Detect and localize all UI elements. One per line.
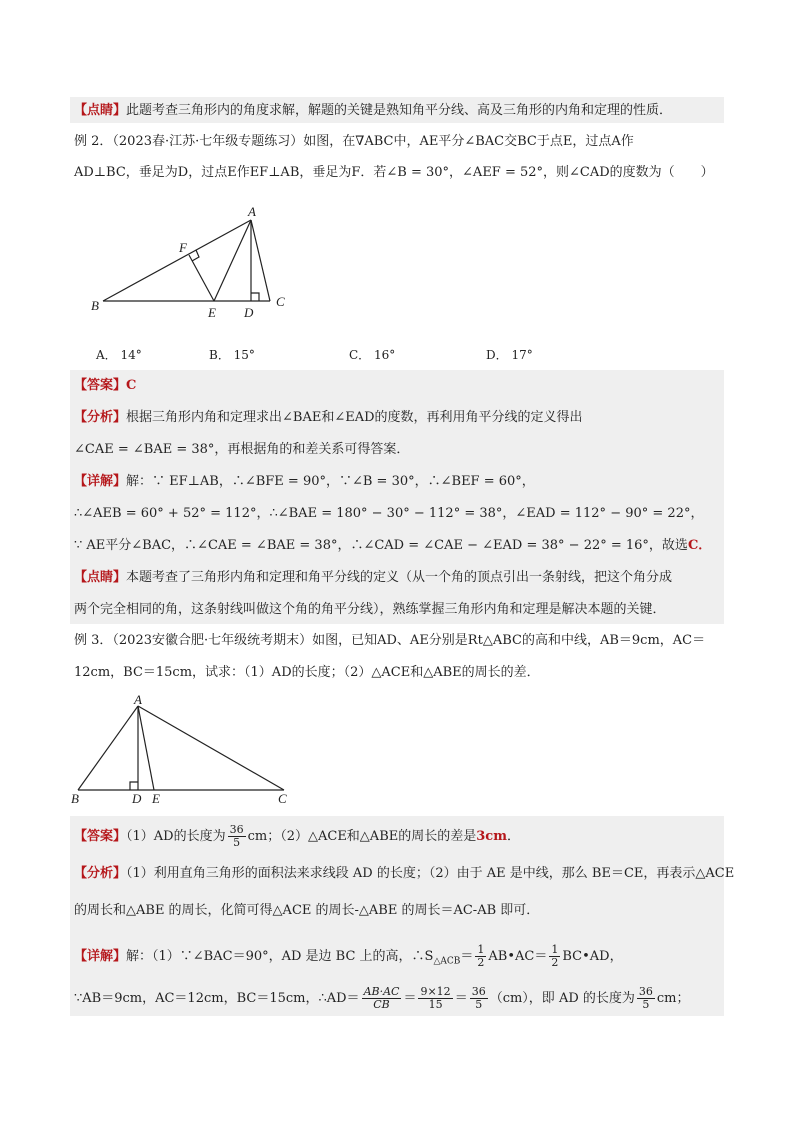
text: 根据三角形内角和定理求出∠BAE和∠EAD的度数，再利用角平分线的定义得出 xyxy=(126,410,583,425)
right-angle-d xyxy=(251,293,259,301)
ex3-detail-line2 xyxy=(74,986,690,1011)
value: 14° xyxy=(120,348,142,362)
segment-ae xyxy=(214,220,251,301)
key: B． xyxy=(209,348,230,362)
numerator: 36 xyxy=(638,985,653,998)
ex2-figure xyxy=(88,200,298,325)
dianjing1 xyxy=(74,102,672,120)
equals: ＝ xyxy=(454,991,468,1006)
ex2-analysis-line1 xyxy=(74,409,583,427)
label-e: E xyxy=(152,791,160,806)
text: 本题考查了三角形内角和定理和角平分线的定义（从一个角的顶点引出一条射线，把这个角分成 xyxy=(126,570,673,585)
fraction-3 xyxy=(470,986,488,1011)
denominator: 5 xyxy=(475,998,483,1011)
numerator: AB·AC xyxy=(363,985,400,998)
option-c[interactable] xyxy=(349,346,395,363)
choice: C． xyxy=(687,538,712,553)
text-c: AB•AC＝ xyxy=(488,949,548,964)
key: A． xyxy=(96,348,117,362)
side-ac xyxy=(138,706,284,790)
label-b: B xyxy=(91,298,99,313)
half-fraction xyxy=(549,944,560,969)
text: 解：∵ EF⊥AB，∴∠BFE = 90°，∵∠B = 30°，∴∠BEF = 60°， xyxy=(126,474,535,489)
side-ac xyxy=(251,220,270,301)
ex2-dianjing-line2: 两个完全相同的角，这条射线叫做这个角的角平分线），熟练掌握三角形内角和定理是解决本题的关键． xyxy=(74,602,666,617)
ex3-detail-line1 xyxy=(74,944,623,971)
value: 15° xyxy=(233,348,255,362)
option-d[interactable] xyxy=(486,346,533,363)
denominator: 2 xyxy=(551,956,559,969)
tag: 【详解】 xyxy=(74,949,127,964)
ex2-dianjing-line1 xyxy=(74,569,672,587)
ex3-analysis-line1 xyxy=(74,865,734,883)
tag: 【详解】 xyxy=(74,474,127,489)
ex2-detail-line3 xyxy=(74,537,711,555)
label-b: B xyxy=(71,791,79,806)
half-fraction xyxy=(475,944,486,969)
denominator: 5 xyxy=(642,998,650,1011)
denominator: 2 xyxy=(477,956,485,969)
key: D． xyxy=(486,348,508,362)
tag: 【答案】 xyxy=(74,829,127,844)
text: 此题考查三角形内的角度求解，解题的关键是熟知角平分线、高及三角形的内角和定理的性质． xyxy=(126,103,673,118)
label-d: D xyxy=(132,791,142,806)
side-ab xyxy=(78,706,138,790)
ex2-question-line1: 例 2．（2023春·江苏·七年级专题练习）如图，在∇ABC中，AE平分∠BAC交BC于点E，过点A作 xyxy=(74,134,634,149)
text-c: cm； xyxy=(656,991,690,1006)
segment-ef xyxy=(189,255,214,301)
ex3-answer xyxy=(74,824,520,849)
ex3-question-line1: 例 3．（2023安徽合肥·七年级统考期末）如图，已知AD、AE分别是Rt△ABC的高和中线，AB＝9cm，AC＝ xyxy=(74,633,706,648)
right-angle-d xyxy=(130,782,138,790)
text-b: （cm），即 AD 的长度为 xyxy=(489,991,635,1006)
tag: 【分析】 xyxy=(74,410,127,425)
numerator: 9×12 xyxy=(420,985,451,998)
text-d: BC•AD， xyxy=(562,949,623,964)
text-b: cm；（2）△ACE和△ABE的周长的差是 xyxy=(247,829,477,844)
key: C． xyxy=(349,348,371,362)
label-a: A xyxy=(248,204,256,219)
ex3-analysis-line2: 的周长和△ABE 的周长，化简可得△ACE 的周长-△ABE 的周长＝AC-AB 即可． xyxy=(74,903,540,918)
value: 16° xyxy=(374,348,396,362)
ex2-answer xyxy=(74,377,136,395)
denominator: 5 xyxy=(233,836,241,849)
label-c: C xyxy=(276,294,285,309)
denominator: CB xyxy=(373,998,390,1011)
label-a: A xyxy=(134,692,142,707)
label-d: D xyxy=(244,305,254,320)
option-a[interactable] xyxy=(96,346,142,363)
subscript: △ACB xyxy=(433,956,461,967)
fraction xyxy=(228,824,246,849)
ex3-question-line2: 12cm，BC＝15cm，试求：（1）AD的长度；（2）△ACE和△ABE的周长的差． xyxy=(74,665,540,680)
text-end: ． xyxy=(506,829,520,844)
answer-value: 3cm xyxy=(476,829,507,844)
value: 17° xyxy=(511,348,533,362)
tag: 【分析】 xyxy=(74,866,127,881)
text: （1）利用直角三角形的面积法来求线段 AD 的长度；（2）由于 AE 是中线，那么 BE＝CE，再表示△ACE xyxy=(126,866,735,881)
tag: 【答案】 xyxy=(74,378,127,393)
ex2-detail-line1 xyxy=(74,473,535,491)
answer-value: C xyxy=(126,378,137,393)
text-a: 解：（1）∵∠BAC＝90°，AD 是边 BC 上的高，∴S xyxy=(126,949,434,964)
tag: 【点睛】 xyxy=(74,103,127,118)
label-c: C xyxy=(278,791,287,806)
text: ∵ AE平分∠BAC，∴∠CAE = ∠BAE = 38°，∴∠CAD = ∠CAE − ∠EAD = 38° − 22° = 16°，故选 xyxy=(74,538,688,553)
text-a: ∵AB＝9cm，AC＝12cm，BC＝15cm，∴AD＝ xyxy=(74,991,360,1006)
side-ab xyxy=(103,220,251,301)
ex3-figure xyxy=(66,692,301,810)
numerator: 36 xyxy=(229,823,244,836)
denominator: 15 xyxy=(428,998,443,1011)
label-f: F xyxy=(179,240,187,255)
label-e: E xyxy=(208,305,216,320)
option-b[interactable] xyxy=(209,346,255,363)
tag: 【点睛】 xyxy=(74,570,127,585)
segment-ae xyxy=(138,706,154,790)
ex2-question-line2: AD⊥BC，垂足为D，过点E作EF⊥AB，垂足为F．若∠B = 30°，∠AEF = 52°，则∠CAD的度数为（ ） xyxy=(74,165,714,180)
fraction-4 xyxy=(637,986,655,1011)
equals: ＝ xyxy=(460,949,474,964)
fraction-2 xyxy=(418,986,452,1011)
ex2-detail-line2: ∴∠AEB = 60° + 52° = 112°，∴∠BAE = 180° − 30° − 112° = 38°，∠EAD = 112° − 90° = 22°， xyxy=(74,506,704,521)
numerator: 36 xyxy=(471,985,486,998)
numerator: 1 xyxy=(477,943,485,956)
ex2-analysis-line2: ∠CAE = ∠BAE = 38°，再根据角的和差关系可得答案． xyxy=(74,442,410,457)
numerator: 1 xyxy=(551,943,559,956)
equals: ＝ xyxy=(403,991,417,1006)
text-a: （1）AD的长度为 xyxy=(126,829,226,844)
fraction-1 xyxy=(362,986,402,1011)
